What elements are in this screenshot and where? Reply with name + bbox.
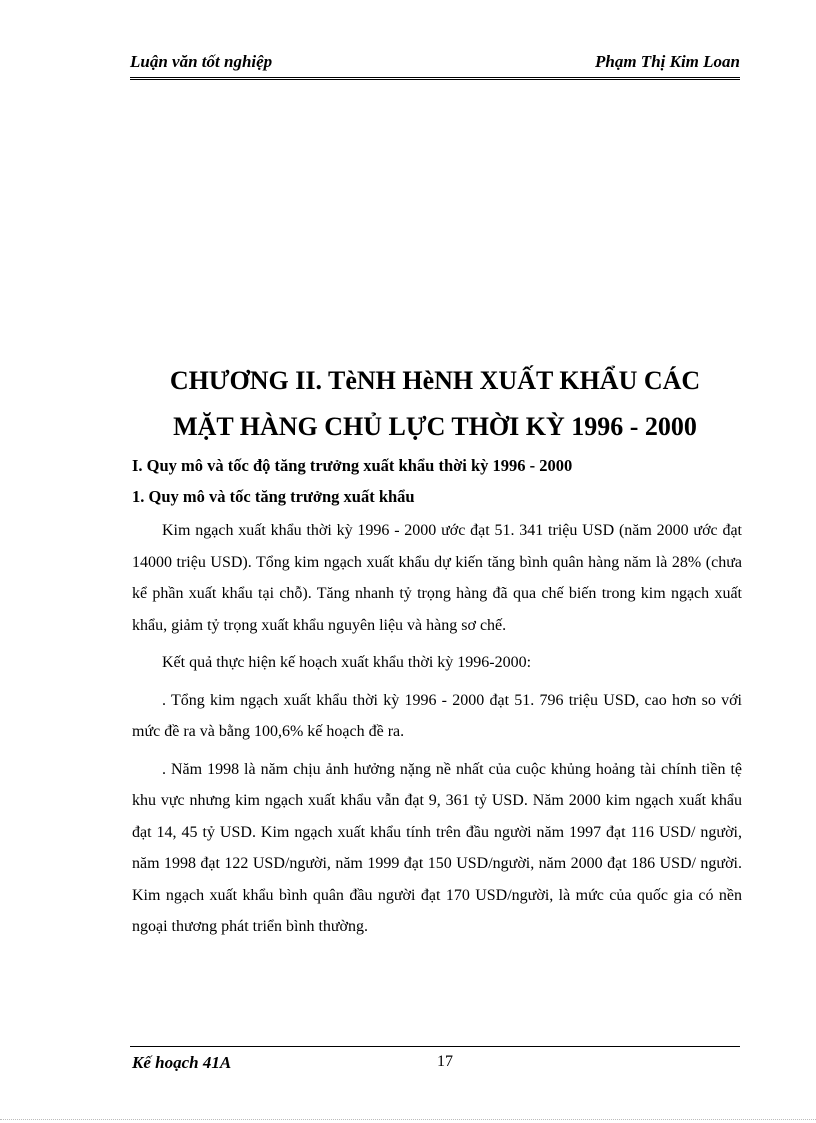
header-author-name: Phạm Thị Kim Loan bbox=[595, 52, 740, 71]
header-thesis-label: Luận văn tốt nghiệp bbox=[130, 52, 273, 71]
body-text bbox=[132, 515, 742, 949]
chapter-title bbox=[130, 358, 740, 450]
page-edge-divider bbox=[0, 1119, 816, 1120]
chapter-title-line-2: MẶT HÀNG CHỦ LỰC THỜI KỲ 1996 - 2000 bbox=[173, 412, 697, 441]
page-number: 17 bbox=[437, 1053, 453, 1070]
chapter-title-line-1: CHƯƠNG II. TèNH HèNH XUẤT KHẨU CÁC bbox=[169, 366, 701, 395]
header-divider bbox=[130, 77, 740, 80]
subsection-heading: 1. Quy mô và tốc tăng trưởng xuất khẩu bbox=[132, 487, 415, 506]
page-header bbox=[130, 52, 740, 72]
paragraph: . Năm 1998 là năm chịu ảnh hưởng nặng nề nhất của cuộc khủng hoảng tài chính tiền tệ khu vực nhưng kim ngạch xuất khẩu vẫn đạt 9, 361 tỷ USD. Năm 2000 kim ngạch xuất khẩu đạt 14, 45 tỷ USD. Kim ngạch xuất khẩu tính trên đầu người năm 1997 đạt 116 USD/ người, năm 1998 đạt 122 USD/người, năm 1999 đạt 150 USD/người, năm 2000 đạt 186 USD/ người. Kim ngạch xuất khẩu bình quân đầu người đạt 170 USD/người, là mức của quốc gia có nền ngoại thương phát triển bình thường. bbox=[132, 760, 742, 935]
paragraph: Kết quả thực hiện kế hoạch xuất khẩu thời kỳ 1996-2000: bbox=[162, 654, 532, 671]
section-heading: I. Quy mô và tốc độ tăng trưởng xuất khẩu thời kỳ 1996 - 2000 bbox=[132, 456, 573, 475]
footer-class-label: Kế hoạch 41A bbox=[132, 1053, 232, 1072]
footer-divider bbox=[130, 1046, 740, 1047]
paragraph: Kim ngạch xuất khẩu thời kỳ 1996 - 2000 ước đạt 51. 341 triệu USD (năm 2000 ước đạt 14000 triệu USD). Tổng kim ngạch xuất khẩu dự kiến tăng bình quân hàng năm là 28% (chưa kể phần xuất khẩu tại chỗ). Tăng nhanh tỷ trọng hàng đã qua chế biến trong kim ngạch xuất khẩu, giảm tỷ trọng xuất khẩu nguyên liệu và hàng sơ chế. bbox=[132, 522, 742, 634]
paragraph: . Tổng kim ngạch xuất khẩu thời kỳ 1996 - 2000 đạt 51. 796 triệu USD, cao hơn so với mức đề ra và bằng 100,6% kế hoạch đề ra. bbox=[132, 691, 742, 740]
